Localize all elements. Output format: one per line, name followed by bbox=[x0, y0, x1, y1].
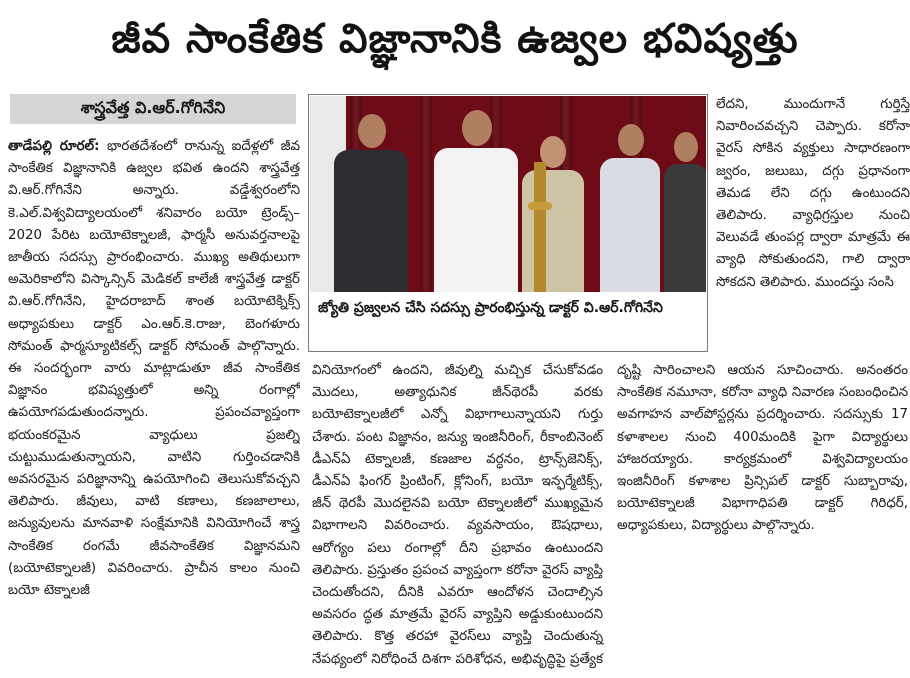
article-columns-bottom bbox=[312, 360, 908, 672]
dateline: తాడేపల్లి రూరల్‌: bbox=[8, 139, 100, 154]
byline: శాస్త్రవేత్త వి.ఆర్‌.గోగినేని bbox=[10, 94, 296, 124]
headline: జీవ సాంకేతిక విజ్ఞానానికి ఉజ్వల భవిష్యత్తు bbox=[111, 16, 799, 62]
photo-caption: జ్యోతి ప్రజ్వలన చేసి సదస్సు ప్రారంభిస్తున్న డాక్టర్‌ వి.ఆర్‌.గోగినేని bbox=[318, 300, 663, 316]
column-1-text: భారతదేశంలో రానున్న ఐదేళ్లలో జీవ సాంకేతిక విజ్ఞానానికి ఉజ్వల భవిత ఉందని శాస్త్రవేత్త వి.ఆర్‌.గోగినేని అన్నారు. వడ్డేశ్వరంలోని కె.ఎల్‌.విశ్వవిద్యాలయంలో శనివారం బయో ట్రెండ్స్‌–2020 పేరిట బయోటెక్నాలజీ, ఫార్మసీ అనువర్తనాలపై జాతీయ సదస్సు ప్రారంభించారు. ముఖ్య అతిథులుగా అమెరికాలోని విస్కాన్సిన్‌ మెడికల్‌ కాలేజీ శాస్త్రవేత్త డాక్టర్‌ వి.ఆర్‌.గోగినేని, హైదరాబాద్‌ శాంత బయోటెక్నిక్స్‌ అధ్యాపకులు డాక్టర్‌ ఎం.ఆర్‌.కె.రాజు, బెంగళూరు సోమంత్‌ ఫార్మస్యూటికల్స్‌ డాక్టర్‌ సోమంత్‌ పాల్గొన్నారు. ఈ సందర్భంగా వారు మాట్లాడుతూ జీవ సాంకేతిక విజ్ఞానం భవిష్యత్తులో అన్ని రంగాల్లో ఉపయోగపడుతుందన్నారు. ప్రపంచవ్యాప్తంగా భయంకరమైన వ్యాధులు ప్రజల్ని చుట్టుముడుతున్నాయని, వాటిని గుర్తించడానికి అవసరమైన పరిజ్ఞానాన్ని ఉపయోగించి తెలుసుకోవచ్చని తెలిపారు. జీవులు, వాటి కణాలు, కణజాలాలు, జన్యువులను మానవాళి సంక్షేమానికి వినియోగించే శాస్త్ర సాంకేతిక రంగమే జీవసాంకేతిక విజ్ఞానమని (బయోటెక్నాలజీ) వివరించారు. ప్రాచీన కాలం నుంచి బయో టెక్నాలజీ bbox=[8, 139, 300, 599]
columns-bottom-text: వినియోగంలో ఉందని, జీవుల్ని మచ్చిక చేసుకోవడం మొదలు, అత్యాధునిక జీన్‌థెరపీ వరకు బయోటెక్నాలజీలో ఎన్నో విభాగాలున్నాయని గుర్తు చేశారు. పంట విజ్ఞానం, జన్యు ఇంజినీరింగ్‌, రీకాంబినెంట్‌ డీఎన్‌ఏ టెక్నాలజీ, కణజాల వర్ధనం, ట్రాన్స్‌జెనిక్స్‌, డీఎన్‌ఏ ఫింగర్‌ ప్రింటింగ్‌, క్లోనింగ్‌, బయో ఇన్ఫర్మేటిక్స్‌, జీన్‌ థెరపీ మొదలైనవి బయో టెక్నాలజీలో ముఖ్యమైన విభాగాలని వివరించారు. వ్యవసాయం, ఔషధాలు, ఆరోగ్యం పలు రంగాల్లో దీని ప్రభావం ఉంటుందని తెలిపారు. ప్రస్తుతం ప్రపంచ వ్యాప్తంగా కరోనా వైరస్‌ వ్యాప్తి చెందుతోందని, దీనికి ఎవరూ ఆందోళన చెందాల్సిన అవసరం ద్ధత మాత్రమే వైరస్‌ వ్యాప్తిని అడ్డుకుంటుందని తెలిపారు. కొత్త తరహా వైరస్‌లు వ్యాప్తి చెందుతున్న నేపథ్యంలో నిరోధించే దిశగా పరిశోధన, అభివృద్ధిపై ప్రత్యేక దృష్టి సారించాలని ఆయన సూచించారు. అనంతరం సాంకేతిక నమూనా, కరోనా వ్యాధి నివారణ సంబంధించిన అవగాహన వాల్‌పోస్టర్లను ప్రదర్శించారు. సదస్సుకు 17 కళాశాలల నుంచి 400మందికి పైగా విద్యార్థులు హాజరయ్యారు. కార్యక్రమంలో విశ్వవిద్యాలయం ఇంజినీరింగ్‌ కళాశాల ప్రిన్సిపల్‌ డాక్టర్‌ సుబ్బారావు, బయోటెక్నాలజీ విభాగాధిపతి డాక్టర్‌ గిరిధర్‌, అధ్యాపకులు, విద్యార్థులు పాల్గొన్నారు. bbox=[312, 363, 908, 667]
person-5 bbox=[664, 132, 706, 292]
brass-lamp bbox=[528, 162, 552, 292]
person-2 bbox=[430, 110, 522, 292]
event-photo bbox=[310, 96, 706, 292]
person-1 bbox=[332, 114, 410, 292]
column-3-top-text: లేదని, ముందుగానే గుర్తిస్తే నివారించవచ్చని చెప్పారు. కరోనా వైరస్‌ సోకిన వ్యక్తులు సాధారణంగా జ్వరం, జలుబు, దగ్గు ప్రధానంగా తెమడ లేని దగ్గు ఉంటుందని తెలిపారు. వ్యాధిగ్రస్తుల నుంచి వెలువడే తుంపర్ల ద్వారా మాత్రమే ఈ వ్యాధి సోకుతుందని, గాలి ద్వారా సోకదని తెలిపారు. ముందస్తు సంసి bbox=[716, 97, 910, 290]
article-column-3-top bbox=[716, 94, 910, 362]
article-column-1 bbox=[8, 136, 300, 672]
person-4 bbox=[598, 124, 662, 292]
